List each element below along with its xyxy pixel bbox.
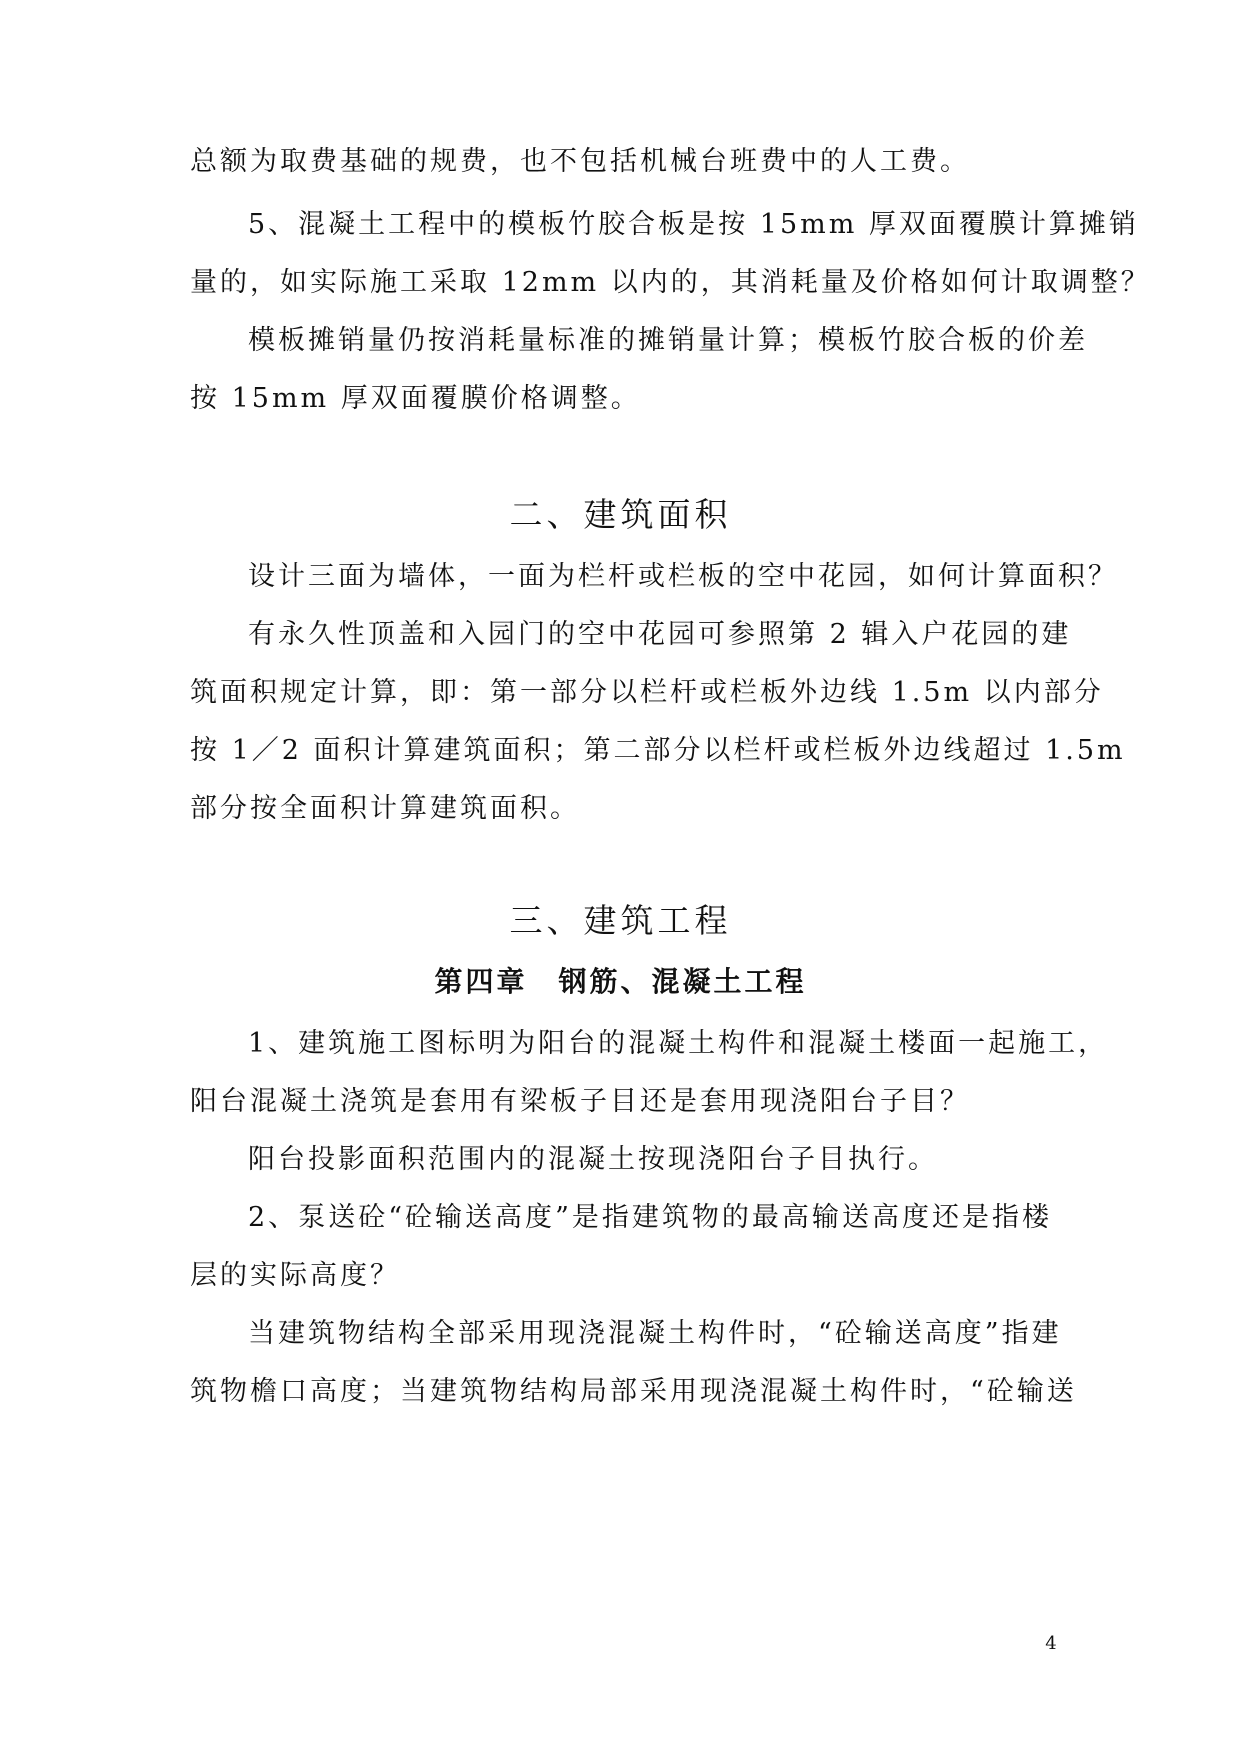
text-line: 筑物檐口高度；当建筑物结构局部采用现浇混凝土构件时，“砼输送 (190, 1376, 1077, 1407)
text-line: 按 1／2 面积计算建筑面积；第二部分以栏杆或栏板外边线超过 1.5m (190, 735, 1126, 766)
text-line: 5、混凝土工程中的模板竹胶合板是按 15mm 厚双面覆膜计算摊销 (248, 209, 1139, 240)
text-line: 阳台投影面积范围内的混凝土按现浇阳台子目执行。 (248, 1144, 938, 1175)
section-heading: 三、建筑工程 (509, 901, 732, 940)
text-line: 层的实际高度？ (190, 1260, 400, 1291)
text-line: 阳台混凝土浇筑是套用有梁板子目还是套用现浇阳台子目？ (190, 1086, 970, 1117)
text-line: 有永久性顶盖和入园门的空中花园可参照第 2 辑入户花园的建 (248, 619, 1072, 650)
text-line: 量的，如实际施工采取 12mm 以内的，其消耗量及价格如何计取调整？ (190, 267, 1151, 298)
text-line: 模板摊销量仍按消耗量标准的摊销量计算；模板竹胶合板的价差 (248, 325, 1088, 356)
text-line: 部分按全面积计算建筑面积。 (190, 793, 580, 824)
section-heading: 二、建筑面积 (509, 495, 732, 534)
text-line: 当建筑物结构全部采用现浇混凝土构件时，“砼输送高度”指建 (248, 1318, 1062, 1349)
text-line: 2、泵送砼“砼输送高度”是指建筑物的最高输送高度还是指楼 (248, 1202, 1052, 1233)
text-line: 总额为取费基础的规费，也不包括机械台班费中的人工费。 (190, 146, 970, 177)
page-number: 4 (1045, 1633, 1057, 1654)
text-line: 筑面积规定计算，即：第一部分以栏杆或栏板外边线 1.5m 以内部分 (190, 677, 1104, 708)
text-line: 设计三面为墙体，一面为栏杆或栏板的空中花园，如何计算面积？ (248, 561, 1118, 592)
chapter-heading: 第四章 钢筋、混凝土工程 (434, 965, 807, 998)
text-line: 1、建筑施工图标明为阳台的混凝土构件和混凝土楼面一起施工， (248, 1028, 1109, 1059)
text-line: 按 15mm 厚双面覆膜价格调整。 (190, 383, 641, 414)
